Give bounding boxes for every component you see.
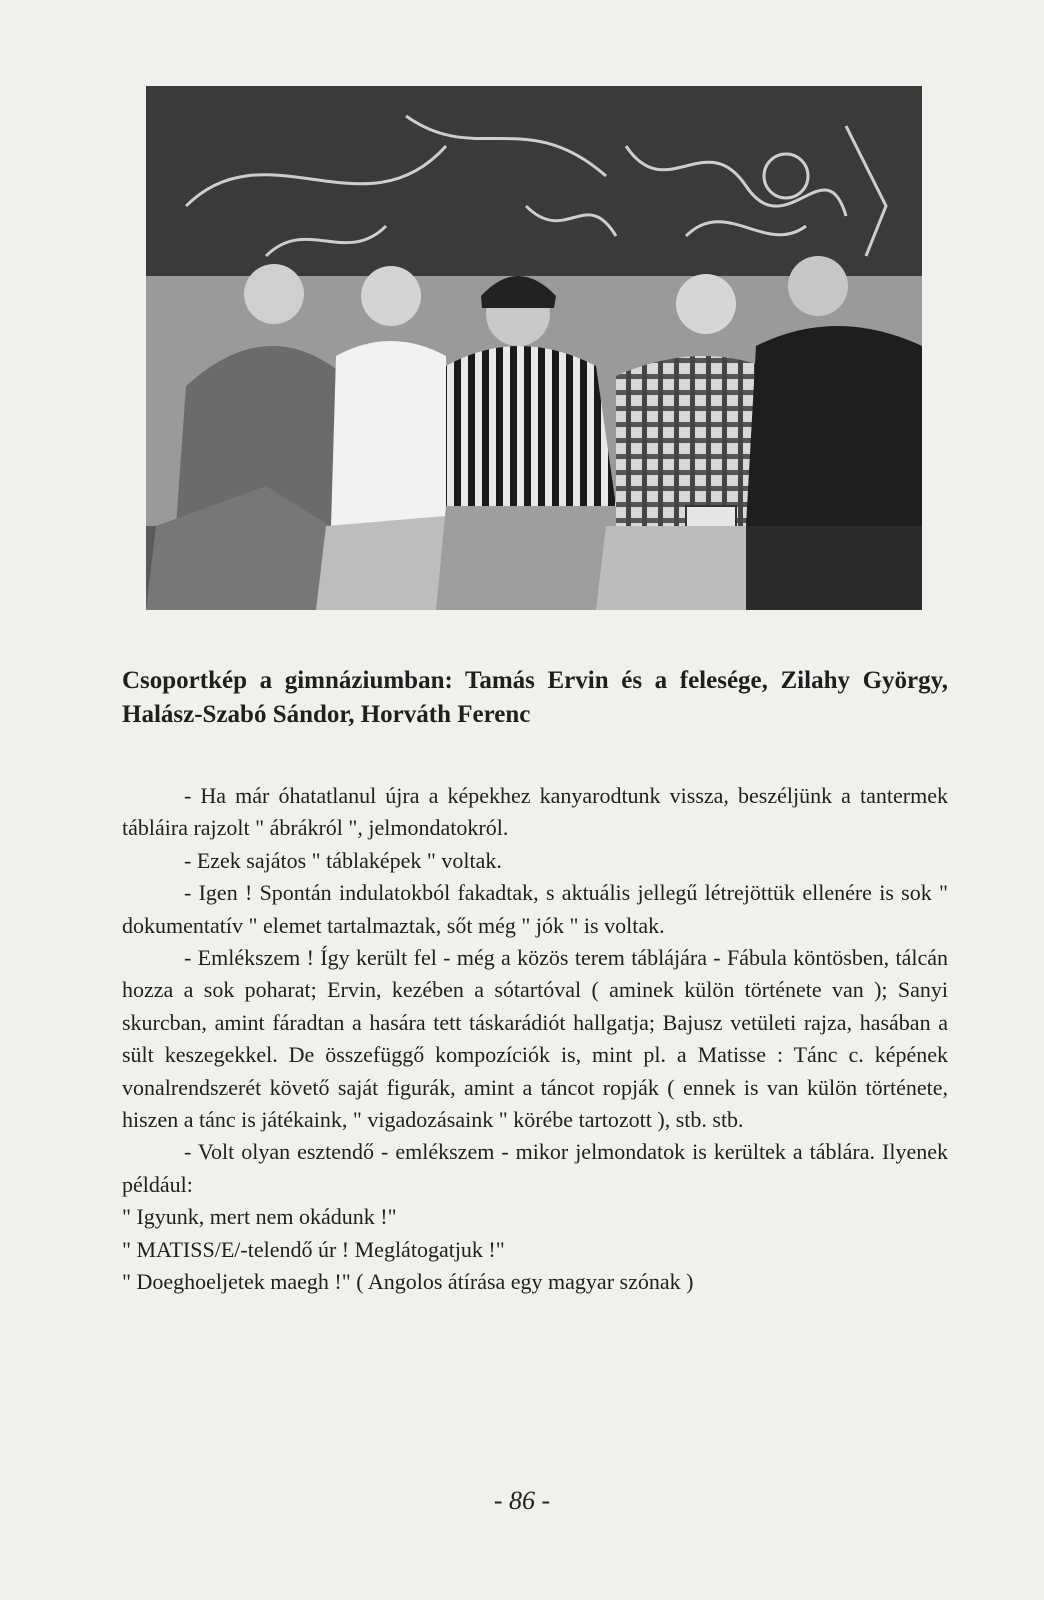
group-photo-image <box>146 86 922 610</box>
body-text <box>122 780 948 1299</box>
photo-caption: Csoportkép a gimnáziumban: Tamás Ervin és a felesége, Zilahy György, Halász-Szabó Sándor, Horváth Ferenc <box>122 667 948 728</box>
paragraph: - Igen ! Spontán indulatokból fakadtak, s aktuális jellegű létrejöttük ellenére is sok " dokumentatív " elemet tartalmaztak, sőt még " jók " is voltak. <box>122 880 948 938</box>
paragraph: - Ezek sajátos " táblaképek " voltak. <box>184 847 502 873</box>
group-photo <box>146 86 922 610</box>
paragraph: - Volt olyan esztendő - emlékszem - mikor jelmondatok is kerültek a táblára. Ilyenek például: <box>122 1139 948 1197</box>
quote-line: " Doeghoeljetek maegh !" ( Angolos átírása egy magyar szónak ) <box>122 1269 694 1295</box>
paragraph: - Ha már óhatatlanul újra a képekhez kanyarodtunk vissza, beszéljünk a tantermek tábláira rajzolt " ábrákról ", jelmondatokról. <box>122 783 948 841</box>
paragraph: - Emlékszem ! Így került fel - még a közös terem táblájára - Fábula köntösben, tálcán hozza a sok poharat; Ervin, kezében a sótartóval ( aminek külön története van ); Sanyi skurcban, amint fáradtan a hasára tett táskarádiót hallgatja; Bajusz vetületi rajza, hasában a sült keszegekkel. De összefüggő kompozíciók is, mint pl. a Matisse : Tánc c. képének vonalrendszerét követő saját figurák, amint a táncot ropják ( ennek is van külön története, hiszen a tánc is játékaink, " vigadozásaink " körébe tartozott ), stb. stb. <box>122 945 948 1133</box>
quote-line: " MATISS/E/-telendő úr ! Meglátogatjuk !" <box>122 1236 505 1262</box>
quote-line: " Igyunk, mert nem okádunk !" <box>122 1204 397 1230</box>
page-number: - 86 - <box>493 1486 551 1515</box>
